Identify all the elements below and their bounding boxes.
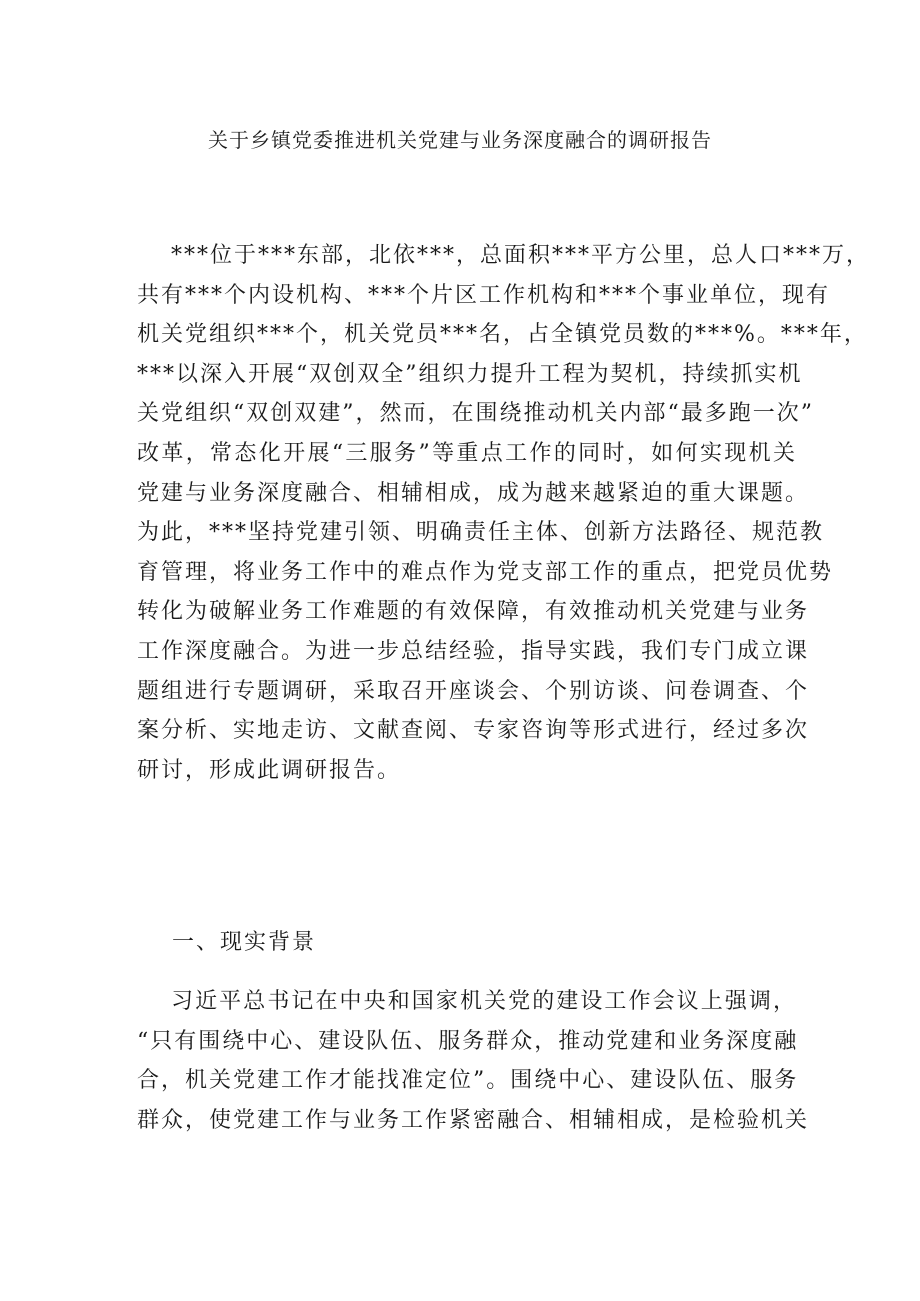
paragraph-line: “只有围绕中心、建设队伍、服务群众，推动党建和业务深度融 — [137, 1028, 799, 1054]
paragraph-line: ***以深入开展“双创双全”组织力提升工程为契机，持续抓实机 — [137, 361, 803, 387]
paragraph-line: 关党组织“双创双建”，然而，在围绕推动机关内部“最多跑一次” — [137, 401, 814, 427]
paragraph-line: 机关党组织***个，机关党员***名，占全镇党员数的***%。***年， — [137, 322, 868, 348]
paragraph-line: 合，机关党建工作才能找准定位”。围绕中心、建设队伍、服务 — [137, 1068, 799, 1094]
paragraph-line: 改革，常态化开展“三服务”等重点工作的同时，如何实现机关 — [137, 440, 797, 466]
paragraph-line: 群众，使党建工作与业务工作紧密融合、相辅相成，是检验机关 — [137, 1107, 810, 1133]
paragraph-line: 研讨，形成此调研报告。 — [137, 757, 402, 783]
paragraph-line: 为此，***坚持党建引领、明确责任主体、创新方法路径、规范教 — [137, 520, 825, 546]
section-heading: 一、现实背景 — [172, 930, 317, 955]
paragraph-line: 题组进行专题调研，采取召开座谈会、个别访谈、问卷调查、个 — [137, 678, 810, 704]
paragraph-line: 案分析、实地走访、文献查阅、专家咨询等形式进行，经过多次 — [137, 718, 810, 744]
paragraph-intro — [137, 236, 871, 790]
paragraph-line: 党建与业务深度融合、相辅相成，成为越来越紧迫的重大课题。 — [137, 480, 810, 506]
paragraph-line: 共有***个内设机构、***个片区工作机构和***个事业单位，现有 — [137, 282, 831, 308]
paragraph-line: 育管理，将业务工作中的难点作为党支部工作的重点，把党员优势 — [137, 559, 834, 585]
paragraph-background — [137, 982, 810, 1140]
document-title: 关于乡镇党委推进机关党建与业务深度融合的调研报告 — [208, 128, 712, 152]
paragraph-line: 工作深度融合。为进一步总结经验，指导实践，我们专门成立课 — [137, 638, 810, 664]
paragraph-line: 习近平总书记在中央和国家机关党的建设工作会议上强调， — [171, 989, 797, 1014]
paragraph-line: 转化为破解业务工作难题的有效保障，有效推动机关党建与业务 — [137, 599, 810, 625]
paragraph-line: ***位于***东部，北依***，总面积***平方公里，总人口***万， — [171, 243, 871, 268]
